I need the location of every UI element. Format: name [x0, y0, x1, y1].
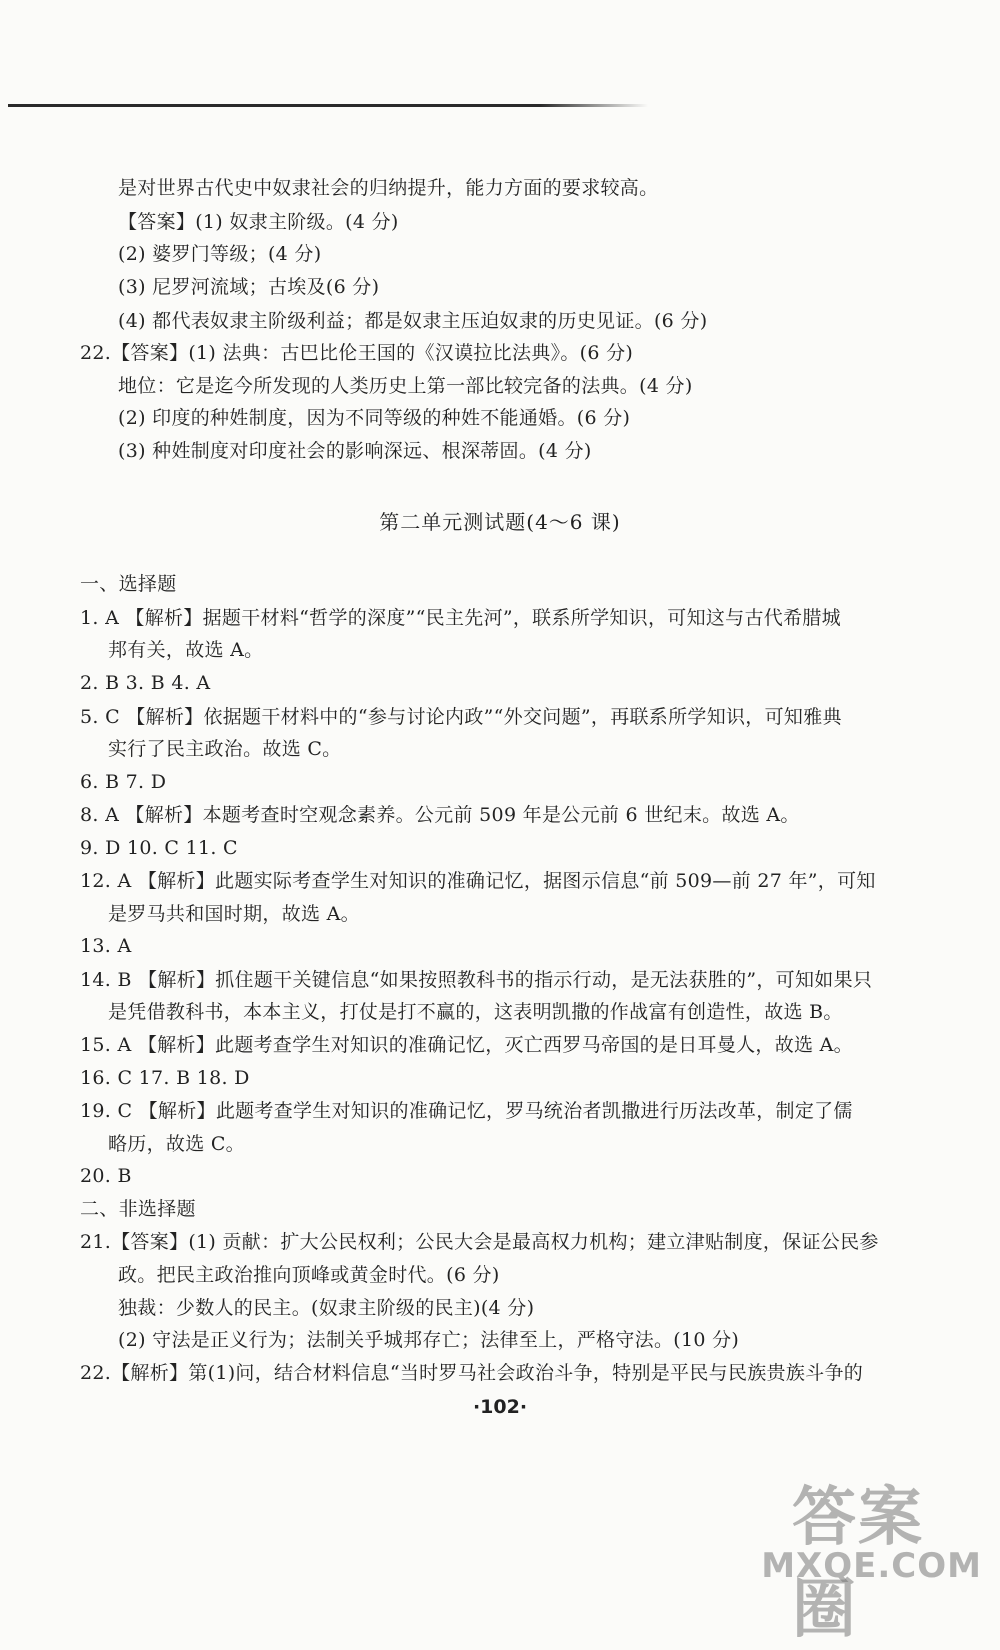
answer-line: 5. C 【解析】依据题干材料中的“参与讨论内政”“外交问题”，再联系所学知识，可知雅典 — [80, 706, 842, 728]
answer-line: (2) 守法是正义行为；法制关乎城邦存亡；法律至上，严格守法。(10 分) — [118, 1329, 740, 1351]
text-line: (4) 都代表奴隶主阶级利益；都是奴隶主压迫奴隶的历史见证。(6 分) — [118, 310, 708, 332]
answer-line: 16. C 17. B 18. D — [80, 1067, 250, 1089]
text-line: (3) 种姓制度对印度社会的影响深远、根深蒂固。(4 分) — [118, 440, 592, 462]
text-line: 【答案】(1) 奴隶主阶级。(4 分) — [118, 211, 399, 233]
answer-line: 22.【解析】第(1)问，结合材料信息“当时罗马社会政治斗争，特别是平民与民族贵族斗争的 — [80, 1362, 864, 1384]
answer-line: 9. D 10. C 11. C — [80, 837, 238, 859]
text-line: 22.【答案】(1) 法典：古巴比伦王国的《汉谟拉比法典》。(6 分) — [80, 342, 634, 364]
answer-line: 21.【答案】(1) 贡献：扩大公民权利；公民大会是最高权力机构；建立津贴制度，保证公民参 — [80, 1231, 879, 1253]
watermark-logo — [761, 1466, 982, 1647]
answer-line: 2. B 3. B 4. A — [80, 672, 211, 694]
answer-line: 20. B — [80, 1165, 132, 1187]
answer-line: 是凭借教科书，本本主义，打仗是打不赢的，这表明凯撒的作战富有创造性，故选 B。 — [108, 1001, 843, 1023]
answer-line: 8. A 【解析】本题考查时空观念素养。公元前 509 年是公元前 6 世纪末。故选 A。 — [80, 804, 800, 826]
text-line: 是对世界古代史中奴隶社会的归纳提升，能力方面的要求较高。 — [118, 177, 659, 199]
text-line: (3) 尼罗河流域；古埃及(6 分) — [118, 276, 380, 298]
page-number: ·102· — [472, 1396, 528, 1418]
answer-line: 略历，故选 C。 — [108, 1133, 245, 1155]
answer-line: 独裁：少数人的民主。(奴隶主阶级的民主)(4 分) — [118, 1297, 535, 1319]
section-heading: 第二单元测试题(4～6 课) — [379, 510, 621, 534]
answer-line: 政。把民主政治推向顶峰或黄金时代。(6 分) — [118, 1264, 500, 1286]
section-title: 一、选择题 — [80, 573, 177, 595]
section-title: 二、非选择题 — [80, 1198, 196, 1220]
answer-line: 实行了民主政治。故选 C。 — [108, 738, 342, 760]
text-line: (2) 婆罗门等级；(4 分) — [118, 243, 322, 265]
text-line: 地位：它是迄今所发现的人类历史上第一部比较完备的法典。(4 分) — [118, 375, 693, 397]
answer-line: 1. A 【解析】据题干材料“哲学的深度”“民主先河”，联系所学知识，可知这与古代希腊城 — [80, 607, 841, 629]
watermark-cn: 答案圈 — [792, 1481, 924, 1647]
answer-line: 6. B 7. D — [80, 771, 167, 793]
text-line: (2) 印度的种姓制度，因为不同等级的种姓不能通婚。(6 分) — [118, 407, 631, 429]
answer-line: 12. A 【解析】此题实际考查学生对知识的准确记忆，据图示信息“前 509—前 27 年”，可知 — [80, 870, 876, 892]
answer-line: 15. A 【解析】此题考查学生对知识的准确记忆，灭亡西罗马帝国的是日耳曼人，故选 A。 — [80, 1034, 853, 1056]
answer-line: 13. A — [80, 935, 132, 957]
answer-line: 是罗马共和国时期，故选 A。 — [108, 903, 360, 925]
answer-line: 邦有关，故选 A。 — [108, 639, 264, 661]
watermark-en: MXQE.COM — [761, 1546, 982, 1586]
header-rule-fade — [540, 104, 648, 107]
answer-line: 14. B 【解析】抓住题干关键信息“如果按照教科书的指示行动，是无法获胜的”，可知如果只 — [80, 969, 873, 991]
answer-line: 19. C 【解析】此题考查学生对知识的准确记忆，罗马统治者凯撒进行历法改革，制定了儒 — [80, 1100, 853, 1122]
